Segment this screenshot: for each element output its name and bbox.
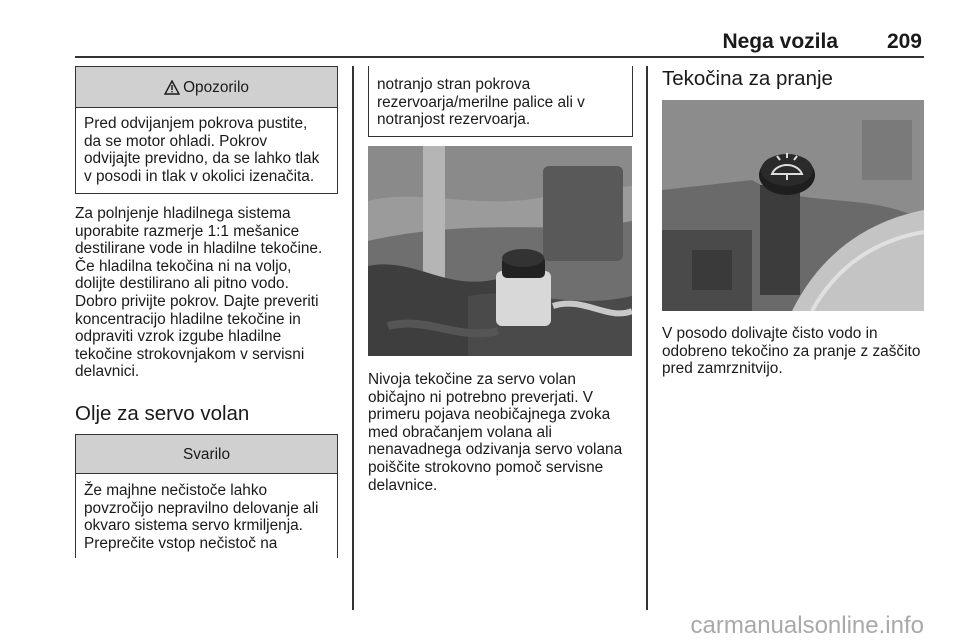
caution-line: notranjost rezervoarja. (377, 111, 531, 129)
watermark: carmanualsonline.info (690, 612, 924, 639)
caution-box-continued (368, 66, 633, 137)
column-divider-left (352, 66, 354, 610)
paragraph-line: V posodo dolivajte čisto vodo in (662, 325, 878, 342)
paragraph-line: običajno ni potrebno preverjati. V (368, 388, 594, 406)
caution-line: notranjo stran pokrova (377, 76, 531, 93)
coolant-paragraph (75, 205, 322, 381)
caution-line: Preprečite vstop nečistoč na (84, 534, 278, 552)
column-divider-right (646, 66, 648, 610)
caution-line: Že majhne nečistoče lahko (84, 482, 268, 499)
paragraph-line: delavnici. (75, 363, 140, 381)
paragraph-line: Za polnjenje hladilnega sistema (75, 205, 291, 222)
paragraph-line: Če hladilna tekočina ni na voljo, (75, 257, 292, 275)
warning-line: da se motor ohladi. Pokrov (84, 132, 268, 150)
warning-triangle-icon (164, 80, 180, 95)
paragraph-line: pred zamrznitvijo. (662, 360, 783, 378)
caution-box (75, 434, 338, 558)
paragraph-line: koncentracijo hladilne tekočine in (75, 310, 301, 328)
warning-box-header (76, 67, 337, 108)
paragraph-line: primeru pojava neobičajnega zvoka (368, 406, 611, 424)
power-steering-reservoir-photo (368, 146, 632, 356)
washer-bay-illustration (662, 100, 924, 311)
engine-bay-illustration (368, 146, 632, 356)
paragraph-line: Dobro privijte pokrov. Dajte preveriti (75, 292, 319, 310)
caution-line: rezervoarja/merilne palice ali v (377, 93, 585, 111)
washer-fluid-reservoir-photo (662, 100, 924, 311)
caution-box-header: Svarilo (76, 435, 337, 474)
warning-box-title: Opozorilo (183, 79, 249, 96)
paragraph-line: uporabite razmerje 1:1 mešanice (75, 222, 300, 240)
header-divider (75, 56, 924, 58)
paragraph-line: poiščite strokovno pomoč servisne (368, 458, 604, 476)
paragraph-line: odobreno tekočino za pranje z zaščito (662, 342, 921, 360)
paragraph-line: med obračanjem volana ali (368, 423, 552, 441)
caution-line: okvaro sistema servo krmiljenja. (84, 517, 303, 535)
paragraph-line: delavnice. (368, 476, 438, 494)
paragraph-line: dolijte destilirano ali pitno vodo. (75, 275, 289, 293)
warning-line: Pred odvijanjem pokrova pustite, (84, 115, 308, 132)
paragraph-line: nenavadnega odzivanja servo volana (368, 441, 623, 459)
caution-line: povzročijo nepravilno delovanje ali (84, 499, 319, 517)
warning-line: odvijajte previdno, da se lahko tlak (84, 150, 320, 168)
paragraph-line: Nivoja tekočine za servo volan (368, 371, 576, 388)
section-heading-washer-fluid: Tekočina za pranje (662, 67, 833, 90)
warning-box (75, 66, 338, 194)
paragraph-line: destilirane vode in hladilne tekočine. (75, 240, 323, 258)
page-section-title: Nega vozila (722, 30, 838, 53)
paragraph-line: odpraviti vzrok izgube hladilne (75, 328, 282, 346)
washer-fluid-paragraph (662, 325, 920, 378)
paragraph-line: tekočine strokovnjakom v servisni (75, 345, 305, 363)
page-number: 209 (886, 30, 922, 53)
warning-line: v posodi in tlak v okolici izenačita. (84, 167, 315, 185)
section-heading-power-steering: Olje za servo volan (75, 402, 250, 425)
power-steering-paragraph (368, 371, 622, 494)
